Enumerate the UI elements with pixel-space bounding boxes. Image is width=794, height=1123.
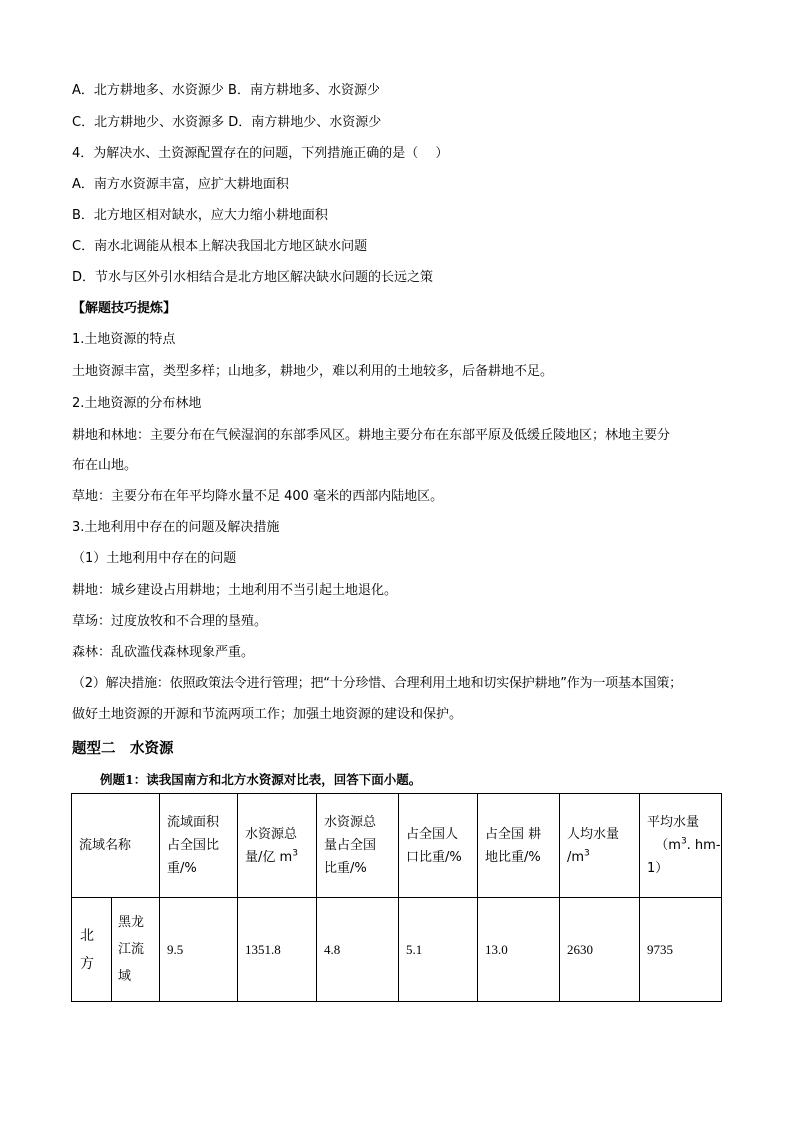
header-area-share: 流域面积 占全国比 重/% <box>160 794 238 898</box>
tip-3-farmland: 耕地：城乡建设占用耕地；土地利用不当引起土地退化。 <box>72 583 398 598</box>
cell-population-share: 5.1 <box>399 898 478 1002</box>
option-c-q4: C．南水北调能从根本上解决我国北方地区缺水问题 <box>72 239 368 254</box>
tip-2-title: 2.土地资源的分布林地 <box>72 396 202 411</box>
question-4: 4．为解决水、土资源配置存在的问题，下列措施正确的是（ ） <box>72 146 449 161</box>
cell-water-per-capita: 2630 <box>560 898 640 1002</box>
cell-water-per-hectare: 9735 <box>640 898 722 1002</box>
option-b-q4: B．北方地区相对缺水，应大力缩小耕地面积 <box>72 208 328 223</box>
header-water-per-hectare: 平均水量 （$m^3$. hm- 1） <box>640 794 722 898</box>
tip-3-measures-cont: 做好土地资源的开源和节流两项工作；加强土地资源的建设和保护。 <box>72 707 463 722</box>
tip-1-title: 1.土地资源的特点 <box>72 332 176 347</box>
water-resource-table <box>71 793 722 1002</box>
tip-3-pasture: 草场：过度放牧和不合理的垦殖。 <box>72 614 268 629</box>
header-water-share: 水资源总 量占全国 比重/% <box>317 794 399 898</box>
tip-2-text: 耕地和林地：主要分布在气候湿润的东部季风区。耕地主要分布在东部平原及低缓丘陵地区；林地主要分 <box>72 428 671 443</box>
tip-3-forest: 森林：乱砍滥伐森林现象严重。 <box>72 645 255 660</box>
tip-2-text-cont: 布在山地。 <box>72 458 138 473</box>
tip-2-grassland: 草地：主要分布在年平均降水量不足 400 毫米的西部内陆地区。 <box>72 489 444 504</box>
cell-basin-heilongjiang: 黑龙 江流 域 <box>112 898 160 1002</box>
table-row-north <box>72 898 722 1002</box>
header-population-share: 占全国人 口比重/% <box>399 794 478 898</box>
tips-heading: 【解题技巧提炼】 <box>72 301 177 316</box>
header-total-water: 水资源总 量/亿 $m^3$ <box>238 794 317 898</box>
table-header-row <box>72 794 722 898</box>
cell-farmland-share: 13.0 <box>478 898 560 1002</box>
tip-3-measures: （2）解决措施：依照政策法令进行管理；把“十分珍惜、合理利用土地和切实保护耕地”作为一项基本国策； <box>72 676 682 691</box>
cell-area-share: 9.5 <box>160 898 238 1002</box>
section-title: 题型二 水资源 <box>72 741 174 757</box>
option-cd-q3: C．北方耕地少、水资源多 D．南方耕地少、水资源少 <box>72 115 382 130</box>
cell-region-north: 北 方 <box>72 898 112 1002</box>
tip-3-sub-1: （1）土地利用中存在的问题 <box>72 551 237 566</box>
option-a-q4: A．南方水资源丰富，应扩大耕地面积 <box>72 177 289 192</box>
tip-3-title: 3.土地利用中存在的问题及解决措施 <box>72 520 280 535</box>
option-d-q4: D．节水与区外引水相结合是北方地区解决缺水问题的长远之策 <box>72 270 434 285</box>
option-ab-q3: A．北方耕地多、水资源少 B．南方耕地多、水资源少 <box>72 83 380 98</box>
header-water-per-capita: 人均水量 $/m^3$ <box>560 794 640 898</box>
example-1-prompt: 例题1：读我国南方和北方水资源对比表，回答下面小题。 <box>100 772 422 787</box>
cell-water-share: 4.8 <box>317 898 399 1002</box>
cell-total-water: 1351.8 <box>238 898 317 1002</box>
header-basin-name: 流域名称 <box>72 794 160 898</box>
header-farmland-share: 占全国 耕 地比重/% <box>478 794 560 898</box>
tip-1-text: 土地资源丰富，类型多样；山地多，耕地少，难以利用的土地较多，后备耕地不足。 <box>72 364 554 379</box>
